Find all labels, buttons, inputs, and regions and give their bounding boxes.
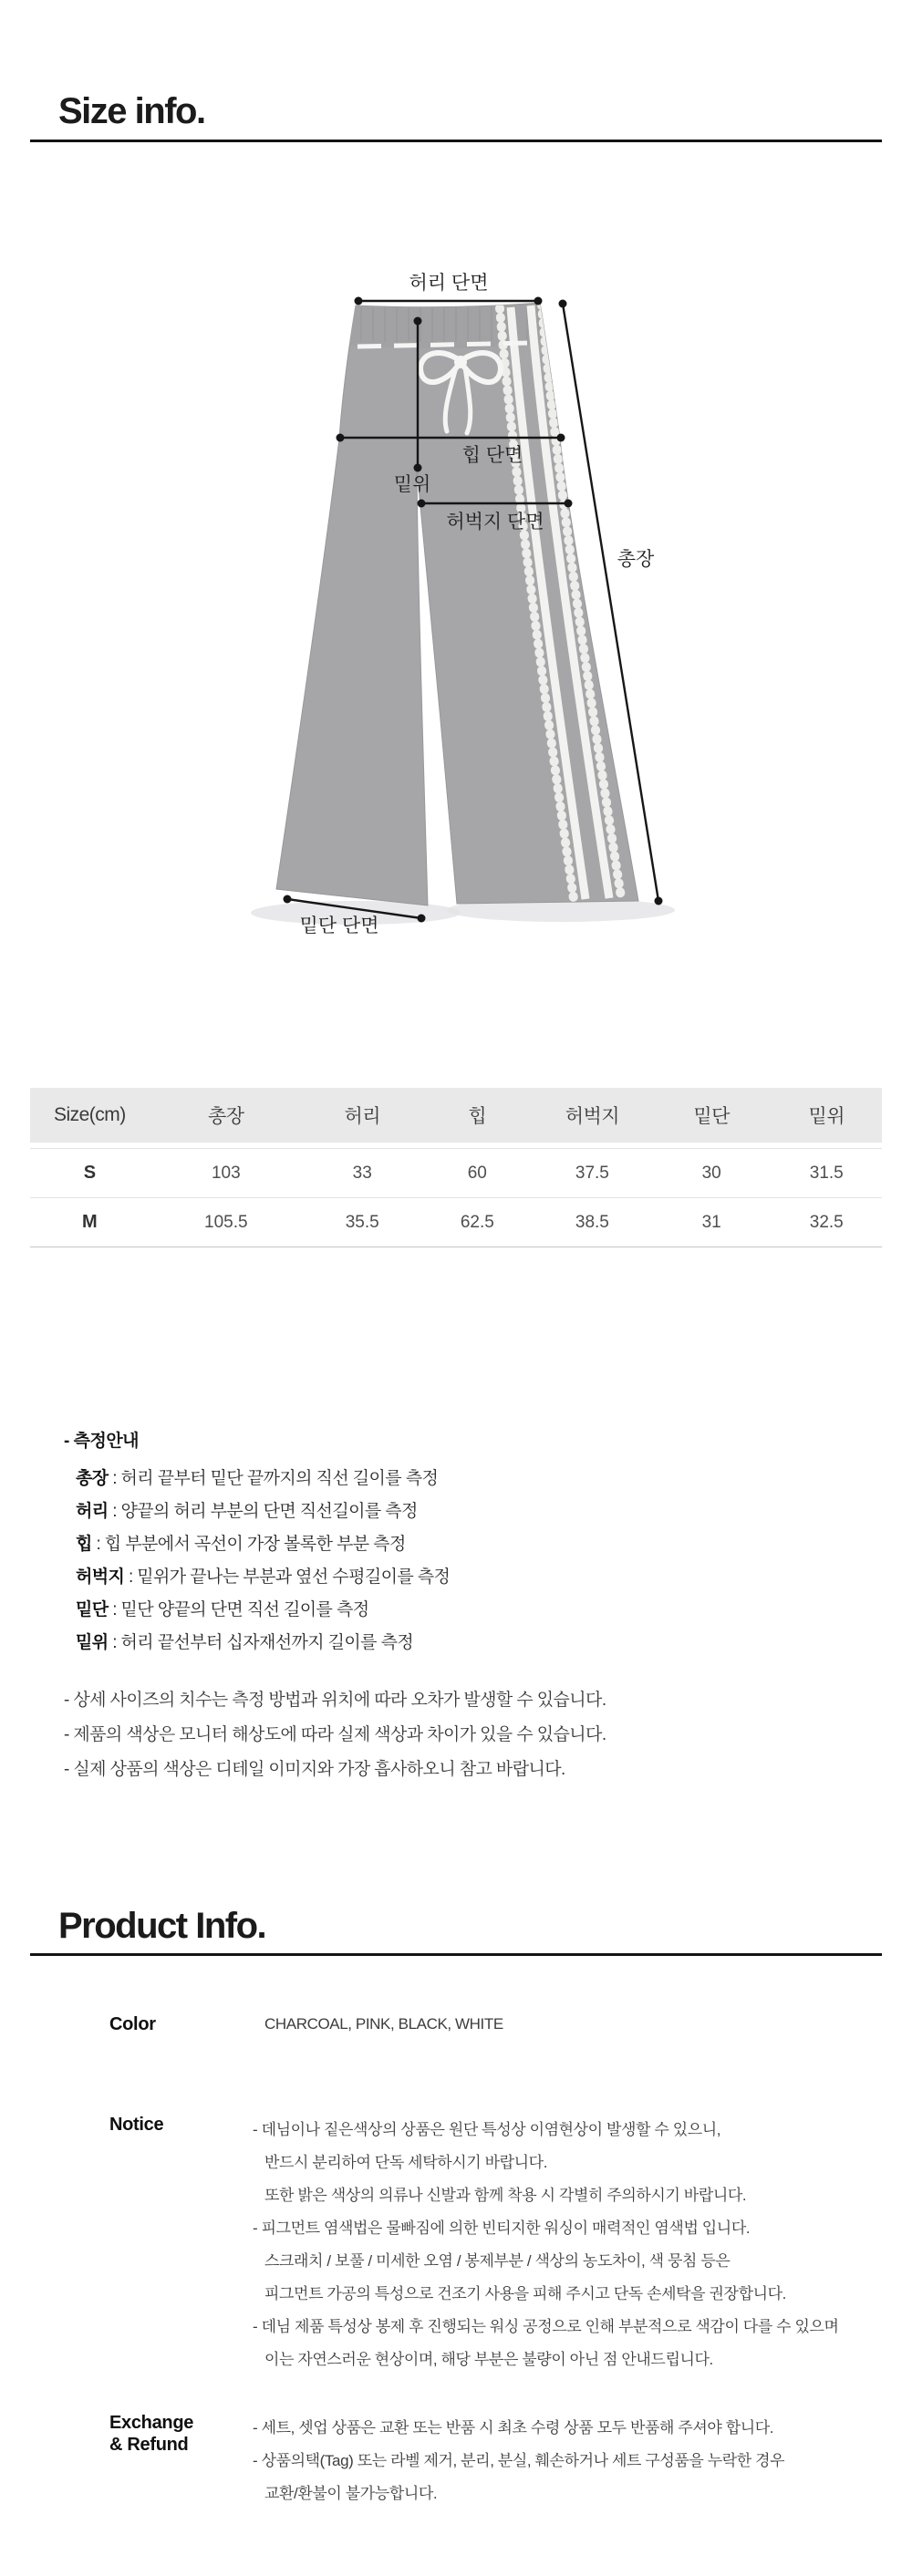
guide-item <box>64 1561 702 1594</box>
col-header-thigh: 허벅지 <box>533 1088 652 1148</box>
notice-line: - 데님이나 짙은색상의 상품은 원단 특성상 이염현상이 발생할 수 있으니, <box>253 2121 721 2138</box>
col-header-hip: 힙 <box>422 1088 533 1148</box>
col-header-total: 총장 <box>150 1088 303 1148</box>
guide-desc: : 허리 끝선부터 십자재선까지 길이를 측정 <box>108 1633 414 1652</box>
notice-line: 또한 밝은 색상의 의류나 신발과 함께 착용 시 각별히 주의하시기 바랍니다. <box>264 2187 747 2204</box>
product-info-title: Product Info. <box>58 1906 266 1946</box>
guide-term: 허리 <box>76 1502 109 1521</box>
value-cell: 31.5 <box>772 1148 882 1198</box>
exchange-line: - 세트, 셋업 상품은 교환 또는 반품 시 최초 수령 상품 모두 반품해 주셔야 합니다. <box>253 2419 774 2436</box>
value-cell: 103 <box>150 1148 303 1198</box>
size-cell: S <box>30 1148 150 1198</box>
measurement-guide-title: - 측정안내 <box>64 1432 140 1451</box>
exchange-label-line2: & Refund <box>109 2435 189 2455</box>
notice-line: - 데님 제품 특성상 봉제 후 진행되는 워싱 공정으로 인해 부분적으로 색감이 다를 수 있으며 <box>253 2318 839 2335</box>
exchange-refund-body <box>253 2412 855 2510</box>
exchange-line: 교환/환불이 불가능합니다. <box>264 2485 438 2502</box>
notice-label: Notice <box>109 2115 164 2135</box>
guide-desc: : 밑위가 끝나는 부분과 옆선 수평길이를 측정 <box>124 1567 451 1587</box>
value-cell: 33 <box>303 1148 422 1198</box>
notice-body <box>253 2114 855 2376</box>
guide-term: 밑위 <box>76 1633 109 1652</box>
exchange-line: - 상품의택(Tag) 또는 라벨 제거, 분리, 분실, 훼손하거나 세트 구성품을 누락한 경우 <box>253 2452 785 2469</box>
col-header-hem: 밑단 <box>652 1088 772 1148</box>
guide-note: - 제품의 색상은 모니터 해상도에 따라 실제 색상과 차이가 있을 수 있습니다. <box>64 1725 606 1744</box>
notice-line: 스크래치 / 보풀 / 미세한 오염 / 봉제부분 / 색상의 농도차이, 색 뭉침 등은 <box>264 2252 731 2270</box>
notice-line: 이는 자연스러운 현상이며, 해당 부분은 불량이 아닌 점 안내드립니다. <box>264 2351 713 2368</box>
value-cell: 31 <box>652 1198 772 1247</box>
color-value: CHARCOAL, PINK, BLACK, WHITE <box>264 2015 503 2033</box>
guide-term: 총장 <box>76 1469 109 1488</box>
col-header-waist: 허리 <box>303 1088 422 1148</box>
value-cell: 38.5 <box>533 1198 652 1247</box>
guide-term: 허벅지 <box>76 1567 125 1587</box>
guide-item <box>64 1495 702 1528</box>
value-cell: 105.5 <box>150 1198 303 1247</box>
label-hem: 밑단 단면 <box>299 916 379 936</box>
label-rise: 밑위 <box>393 474 431 495</box>
exchange-label-line1: Exchange <box>109 2413 194 2433</box>
size-table <box>30 1088 882 1247</box>
value-cell: 60 <box>422 1148 533 1198</box>
label-hip: 힙 단면 <box>461 445 523 466</box>
guide-desc: : 힙 부분에서 곡선이 가장 볼록한 부분 측정 <box>91 1535 406 1554</box>
notice-line: - 피그먼트 염색법은 물빠짐에 의한 빈티지한 워싱이 매력적인 염색법 입니다. <box>253 2219 751 2237</box>
guide-term: 밑단 <box>76 1600 109 1619</box>
table-row-m <box>30 1198 882 1247</box>
guide-note: - 상세 사이즈의 치수는 측정 방법과 위치에 따라 오차가 발생할 수 있습니다. <box>64 1691 606 1710</box>
guide-item <box>64 1627 702 1660</box>
value-cell: 37.5 <box>533 1148 652 1198</box>
label-total-length: 총장 <box>617 549 655 570</box>
size-info-divider <box>30 140 882 142</box>
size-cell: M <box>30 1198 150 1247</box>
label-waist: 허리 단면 <box>409 273 489 294</box>
notice-line: 피그먼트 가공의 특성으로 건조기 사용을 피해 주시고 단독 손세탁을 권장합니다. <box>264 2285 786 2302</box>
guide-desc: : 허리 끝부터 밑단 끝까지의 직선 길이를 측정 <box>108 1469 439 1488</box>
guide-item <box>64 1463 702 1495</box>
pants-diagram-svg <box>0 150 912 944</box>
guide-notes <box>64 1683 702 1787</box>
table-row-s <box>30 1148 882 1198</box>
exchange-refund-label <box>109 2412 193 2456</box>
notice-line: 반드시 분리하여 단독 세탁하시기 바랍니다. <box>264 2154 548 2171</box>
guide-item <box>64 1528 702 1561</box>
guide-term: 힙 <box>76 1535 92 1554</box>
value-cell: 35.5 <box>303 1198 422 1247</box>
label-thigh: 허벅지 단면 <box>446 512 544 533</box>
size-table-header-row <box>30 1088 882 1148</box>
value-cell: 30 <box>652 1148 772 1198</box>
size-info-title: Size info. <box>58 91 205 131</box>
pants-measurement-diagram <box>0 150 912 944</box>
col-header-rise: 밑위 <box>772 1088 882 1148</box>
value-cell: 32.5 <box>772 1198 882 1247</box>
guide-item <box>64 1594 702 1627</box>
value-cell: 62.5 <box>422 1198 533 1247</box>
guide-desc: : 밑단 양끝의 단면 직선 길이를 측정 <box>108 1600 369 1619</box>
product-info-divider <box>30 1953 882 1956</box>
measurement-guide <box>64 1427 702 1787</box>
col-header-size: Size(cm) <box>30 1088 150 1148</box>
pants-silhouette <box>276 303 638 905</box>
guide-desc: : 양끝의 허리 부분의 단면 직선길이를 측정 <box>108 1502 418 1521</box>
color-label: Color <box>109 2014 156 2034</box>
guide-note: - 실제 상품의 색상은 디테일 이미지와 가장 흡사하오니 참고 바랍니다. <box>64 1760 565 1779</box>
